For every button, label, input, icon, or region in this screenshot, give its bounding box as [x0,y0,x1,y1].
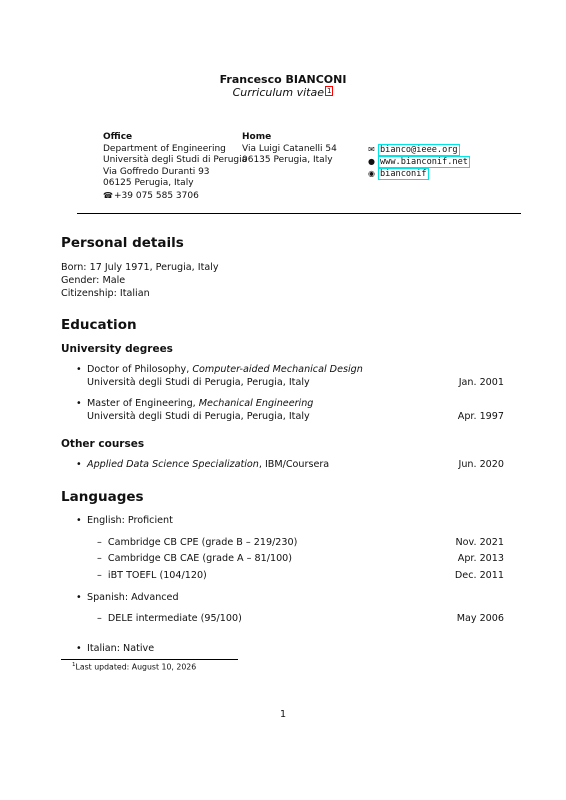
telephone-icon: ☎ [103,190,113,200]
github-icon: ◉ [368,169,375,178]
languages-heading: Languages [61,489,144,505]
footnote [72,662,196,672]
language-english: • English: Proficient [87,515,173,526]
language-italian: • Italian: Native [87,643,154,654]
email-icon: ✉ [368,145,375,154]
course-item [87,459,329,470]
certificate-label: iBT TOEFL (104/120) [107,570,207,581]
university-degrees-heading: University degrees [61,343,173,355]
home-address [242,132,337,167]
certificate-item: – Cambridge CB CPE (grade B – 219/230) [97,537,298,548]
degree-institution: Università degli Studi di Perugia, Perugia, Italy [87,377,310,388]
personal-details-heading: Personal details [61,235,184,251]
office-address [103,132,247,203]
certificate-label: Cambridge CB CPE (grade B – 219/230) [107,537,298,548]
course-name: Applied Data Science Specialization [87,459,259,470]
globe-icon: ● [368,157,375,166]
footnote-mark: 1 [72,662,76,668]
email-link[interactable]: bianco@ieee.org [380,145,458,155]
degree-date: Apr. 1997 [457,411,504,422]
footnote-divider [61,659,238,660]
office-line: Via Goffredo Duranti 93 [103,166,210,177]
other-courses-heading: Other courses [61,438,145,450]
degree-date: Jan. 2001 [458,377,504,388]
online-contacts [367,144,470,180]
office-heading: Office [103,132,133,142]
page-number: 1 [279,709,287,720]
degree-master [87,398,313,409]
certificate-item: – iBT TOEFL (104/120) [97,570,207,581]
certificate-item: – Cambridge CB CAE (grade A – 81/100) [97,553,293,564]
degree-institution: Università degli Studi di Perugia, Perugia, Italy [87,411,310,422]
certificate-item: – DELE intermediate (95/100) [97,613,242,624]
degree-field: Mechanical Engineering [198,398,314,409]
footnote-text: Last updated: August 10, 2026 [75,662,197,672]
document-subtitle [0,86,566,99]
degree-field: Computer-aided Mechanical Design [192,364,363,375]
course-provider: , IBM/Coursera [258,459,330,470]
certificate-label: Cambridge CB CAE (grade A – 81/100) [107,553,293,564]
born-text: Born: 17 July 1971, Perugia, Italy [61,262,219,273]
degree-prefix: Master of Engineering, [87,398,199,409]
office-line: Università degli Studi di Perugia [103,155,248,166]
degree-prefix: Doctor of Philosophy, [87,364,193,375]
github-link[interactable]: bianconif [380,169,427,179]
certificate-date: Dec. 2011 [454,570,504,581]
course-date: Jun. 2020 [458,459,504,470]
header-divider [77,213,521,214]
gender-text: Gender: Male [61,275,126,286]
email-row [367,144,470,156]
home-line: Via Luigi Catanelli 54 [242,143,337,154]
home-heading: Home [242,132,272,142]
office-line: Department of Engineering [103,143,226,154]
citizenship-text: Citizenship: Italian [61,288,150,299]
certificate-date: May 2006 [456,613,504,624]
github-row [367,168,470,180]
language-spanish: • Spanish: Advanced [87,592,179,603]
certificate-date: Nov. 2021 [455,537,504,548]
footnote-link[interactable]: 1 [326,87,332,95]
website-link[interactable]: www.bianconif.net [380,157,468,167]
website-row [367,156,470,168]
office-phone: +39 075 585 3706 [114,190,199,201]
author-name: Francesco BIANCONI [219,73,347,86]
degree-phd [87,364,363,375]
education-heading: Education [61,317,137,333]
home-line: 06135 Perugia, Italy [242,155,333,166]
office-line: 06125 Perugia, Italy [103,178,194,189]
certificate-label: DELE intermediate (95/100) [107,613,242,624]
certificate-date: Apr. 2013 [457,553,504,564]
subtitle-text: Curriculum vitae [232,86,324,99]
office-phone-row [103,190,247,203]
